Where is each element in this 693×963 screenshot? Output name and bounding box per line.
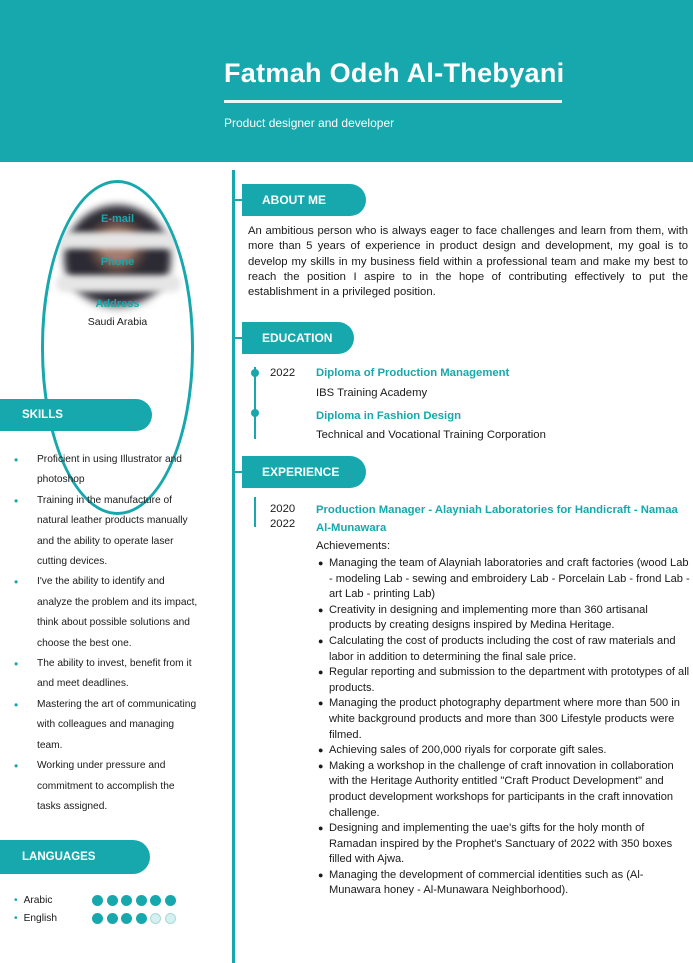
achievement-item xyxy=(318,665,692,696)
achievement-text: Calculating the cost of products including the cost of raw materials and labor in addition to determining the final sale price. xyxy=(329,634,676,663)
language-row-english xyxy=(14,911,57,927)
skill-item xyxy=(14,491,219,573)
skill-line: analyze the problem and its impact, xyxy=(37,596,198,608)
experience-job-title: Production Manager - Alayniah Laboratories for Handicraft - Namaa Al-Munawara xyxy=(316,504,678,534)
experience-heading: EXPERIENCE xyxy=(242,456,366,488)
achievement-bullet: ● xyxy=(318,667,324,678)
skills-list xyxy=(14,450,219,817)
achievements-label: Achievements: xyxy=(316,540,391,552)
education-school: IBS Training Academy xyxy=(316,387,428,399)
level-dot-filled xyxy=(121,895,132,906)
skill-bullet: • xyxy=(14,697,19,712)
achievement-bullet: ● xyxy=(318,745,324,756)
achievements-list xyxy=(318,556,692,899)
skill-item xyxy=(14,654,219,695)
skill-line: Mastering the art of communicating xyxy=(37,698,197,710)
achievement-text: Regular reporting and submission to the department with prototypes of all products. xyxy=(329,666,690,694)
level-dot-filled xyxy=(136,913,147,924)
skill-item xyxy=(14,756,219,817)
level-dot-filled xyxy=(92,913,103,924)
skill-line: and the ability to operate laser xyxy=(37,535,174,547)
achievement-bullet: ● xyxy=(318,823,324,834)
achievement-item xyxy=(318,696,692,743)
skill-line: photoshop xyxy=(37,474,85,486)
skill-line: think about possible solutions and xyxy=(37,617,190,629)
skill-line: The ability to invest, benefit from it xyxy=(37,658,192,670)
candidate-name: Fatmah Odeh Al-Thebyani xyxy=(224,58,565,88)
education-year: 2022 xyxy=(270,367,296,379)
level-dot-filled xyxy=(165,895,176,906)
achievement-item xyxy=(318,759,692,821)
level-dot-empty xyxy=(165,913,176,924)
skill-line: natural leather products manually xyxy=(37,515,188,527)
education-degree: Diploma of Production Management xyxy=(316,367,510,379)
skill-line: I've the ability to identify and xyxy=(37,576,165,588)
timeline-line xyxy=(232,170,235,963)
phone-value-redacted xyxy=(56,275,181,292)
achievement-bullet: ● xyxy=(318,604,324,615)
achievement-text: Achieving sales of 200,000 riyals for corporate gift sales. xyxy=(329,744,607,757)
level-dot-filled xyxy=(121,913,132,924)
languages-heading: LANGUAGES xyxy=(0,840,150,874)
skill-line: with colleagues and managing xyxy=(37,719,175,731)
language-bullet: • xyxy=(14,895,18,906)
skill-line: team. xyxy=(37,739,63,751)
education-dot xyxy=(251,369,259,377)
achievement-text: Managing the development of commercial identities such as (Al-Munawara honey - Al-Munawara Neighborhood). xyxy=(329,868,644,897)
achievement-item xyxy=(318,556,692,603)
about-heading: ABOUT ME xyxy=(242,184,366,216)
level-dot-filled xyxy=(107,913,118,924)
job-subtitle: Product designer and developer xyxy=(224,116,395,130)
phone-label: Phone xyxy=(100,256,135,268)
achievement-item xyxy=(318,603,692,634)
skills-heading: SKILLS xyxy=(0,399,152,431)
skill-line: cutting devices. xyxy=(37,556,108,568)
achievement-text: Making a workshop in the challenge of craft innovation in collaboration with the Heritage Authority entitled "Craft Product Development" and product development workshops for participants in the craft innovation challenge. xyxy=(329,759,674,819)
level-dot-filled xyxy=(107,895,118,906)
skill-line: and meet deadlines. xyxy=(37,678,129,690)
email-value-redacted xyxy=(56,232,181,249)
achievement-bullet: ● xyxy=(318,635,324,646)
experience-sub-timeline xyxy=(254,497,256,527)
education-degree: Diploma in Fashion Design xyxy=(316,410,461,422)
language-name: English xyxy=(23,913,57,924)
address-label: Address xyxy=(95,298,140,310)
language-bullet: • xyxy=(14,913,18,924)
education-heading: EDUCATION xyxy=(242,322,354,354)
achievement-text: Designing and implementing the uae's gifts for the holy month of Ramadan inspired by the Prophet's Sanctuary of 2022 with 350 boxes filled with Ajwa. xyxy=(329,822,673,866)
education-school: Technical and Vocational Training Corporation xyxy=(316,429,546,441)
achievement-text: Managing the product photography department where more than 500 in white background products and more than 300 Lifestyle products were filmed. xyxy=(329,697,680,741)
achievement-bullet: ● xyxy=(318,760,324,771)
skill-line: commitment to accomplish the xyxy=(37,780,175,792)
achievement-bullet: ● xyxy=(318,558,324,568)
skill-item xyxy=(14,572,219,654)
level-dot-filled xyxy=(92,895,103,906)
level-dot-empty xyxy=(150,913,161,924)
skill-item xyxy=(14,450,219,491)
achievement-item xyxy=(318,821,692,868)
skill-line: Training in the manufacture of xyxy=(37,494,172,506)
name-underline xyxy=(224,100,562,103)
experience-year-to: 2022 xyxy=(270,518,296,530)
experience-year-from: 2020 xyxy=(270,503,296,515)
level-dot-filled xyxy=(136,895,147,906)
skill-line: Proficient in using Illustrator and xyxy=(37,454,182,465)
skill-bullet: • xyxy=(14,657,19,672)
email-label: E-mail xyxy=(100,213,134,225)
address-value: Saudi Arabia xyxy=(87,316,148,328)
skill-bullet: • xyxy=(14,759,19,774)
skill-bullet: • xyxy=(14,453,19,467)
education-dot xyxy=(251,409,259,417)
achievement-item xyxy=(318,868,692,899)
achievement-item xyxy=(318,743,692,759)
achievement-text: Managing the team of Alayniah laboratories and craft factories (wood Lab - modeling Lab - sewing and embroidery Lab - Porcelain Lab - frond Lab - art Lab - printing Lab) xyxy=(329,557,690,601)
language-row-arabic xyxy=(14,893,52,909)
skill-line: Working under pressure and xyxy=(37,760,166,772)
skill-line: choose the best one. xyxy=(37,637,132,649)
achievement-bullet: ● xyxy=(318,698,324,709)
skill-bullet: • xyxy=(14,575,19,590)
achievement-text: Creativity in designing and implementing more than 360 artisanal products by creating designs inspired by Medina Heritage. xyxy=(329,603,648,632)
achievement-bullet: ● xyxy=(318,869,324,880)
education-sub-timeline xyxy=(254,367,256,439)
skill-item xyxy=(14,695,219,756)
skill-bullet: • xyxy=(14,493,19,508)
language-name: Arabic xyxy=(23,895,53,906)
skill-line: tasks assigned. xyxy=(37,800,108,812)
about-text: An ambitious person who is always eager to face challenges and learn from them, with more than 5 years of experience in product design and development, my goal is to develop my skills in my business field within a professional team and make my best to reach the position I aspire to in the hope of contributing effectively to put the establishment in a privileged position. xyxy=(248,225,688,299)
achievement-item xyxy=(318,634,692,665)
sidebar xyxy=(0,162,226,963)
level-dot-filled xyxy=(150,895,161,906)
